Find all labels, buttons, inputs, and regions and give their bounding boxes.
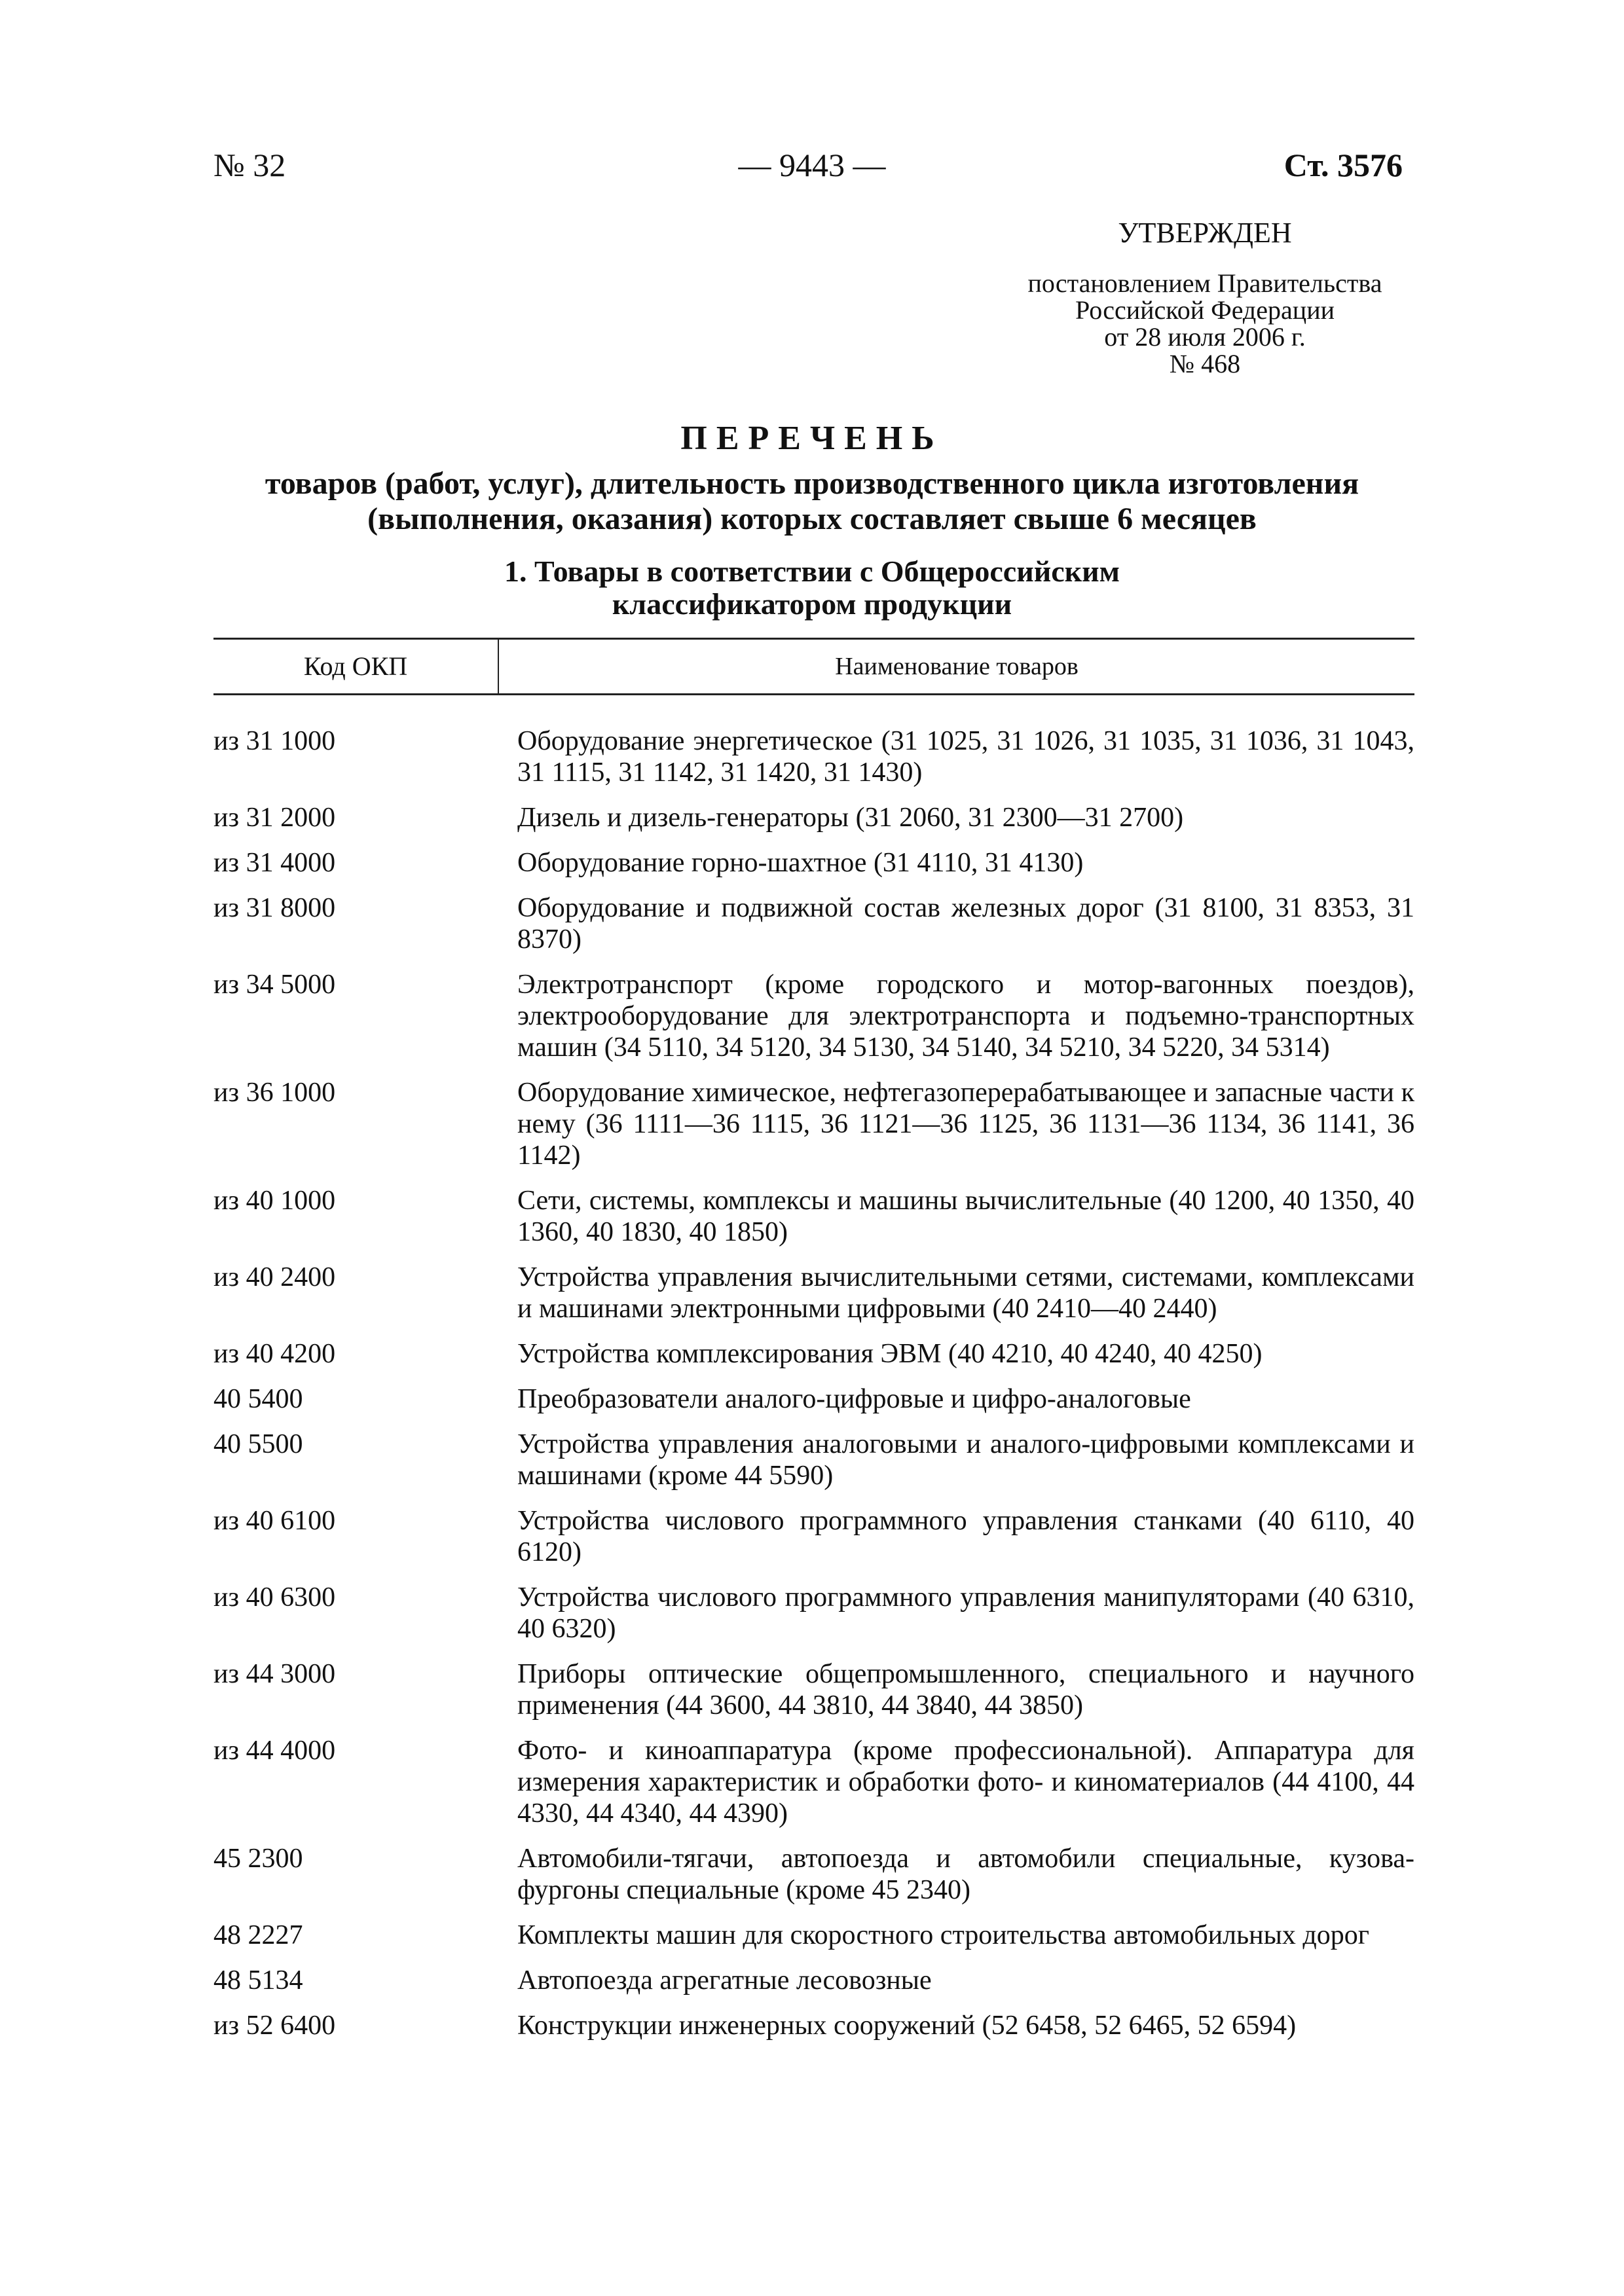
- product-name: Оборудование химическое, нефтегазоперерабатывающее и запасные части к нему (36 1111—36 1115, 36 1121—36 1125, 36 1131—36 1134, 36 1141, 36 1142): [517, 1078, 1414, 1171]
- table-row: [213, 725, 1414, 788]
- table-row: [213, 802, 1414, 833]
- okp-code: из 34 5000: [213, 970, 336, 1000]
- table-row: [213, 847, 1414, 879]
- article-number: Ст. 3576: [1283, 147, 1403, 183]
- subtitle-line: (выполнения, оказания) которых составляет свыше 6 месяцев: [367, 501, 1257, 536]
- okp-code: 48 2227: [213, 1920, 303, 1950]
- okp-code: из 40 4200: [213, 1339, 336, 1369]
- product-name: Автопоезда агрегатные лесовозные: [517, 1965, 932, 1995]
- table-body: [213, 725, 1414, 2055]
- product-name: Фото- и киноаппаратура (кроме профессиональной). Аппаратура для измерения характеристик и обработки фото- и киноматериалов (44 4100, 44 4330, 44 4340, 44 4390): [517, 1736, 1414, 1829]
- table-row: [213, 1658, 1414, 1721]
- section-heading-line: классификатором продукции: [612, 587, 1012, 621]
- issue-number: № 32: [213, 147, 286, 183]
- product-name: Дизель и дизель-генераторы (31 2060, 31 2300—31 2700): [517, 803, 1184, 833]
- table-row: [213, 1185, 1414, 1248]
- okp-code: из 40 1000: [213, 1186, 336, 1216]
- approval-block: [969, 216, 1441, 377]
- table-row: [213, 1077, 1414, 1171]
- product-name: Оборудование горно-шахтное (31 4110, 31 4130): [517, 848, 1084, 878]
- product-name: Преобразователи аналого-цифровые и цифро-аналоговые: [517, 1384, 1191, 1414]
- document-subtitle: [216, 466, 1408, 537]
- product-name: Комплекты машин для скоростного строительства автомобильных дорог: [517, 1920, 1369, 1950]
- okp-code: из 31 8000: [213, 893, 336, 923]
- table-row: [213, 2010, 1414, 2041]
- okp-code: из 36 1000: [213, 1078, 336, 1108]
- table-row: [213, 1338, 1414, 1370]
- approval-line: постановлением Правительства: [1027, 268, 1382, 298]
- okp-code: из 31 2000: [213, 803, 336, 833]
- table-row: [213, 1582, 1414, 1645]
- table-row: [213, 1965, 1414, 1996]
- okp-code: из 40 6300: [213, 1582, 336, 1613]
- product-name: Устройства числового программного управления станками (40 6110, 40 6120): [517, 1506, 1414, 1567]
- okp-code: из 52 6400: [213, 2011, 336, 2041]
- table-row: [213, 1505, 1414, 1568]
- table-row: [213, 1429, 1414, 1491]
- table-row: [213, 892, 1414, 955]
- table-row: [213, 1383, 1414, 1415]
- approval-title: УТВЕРЖДЕН: [1118, 217, 1292, 249]
- section-heading: [216, 555, 1408, 621]
- approval-line: № 468: [1169, 349, 1241, 378]
- page-number: — 9443 —: [738, 147, 886, 183]
- okp-code: из 40 2400: [213, 1262, 336, 1292]
- table-header: [213, 638, 1414, 695]
- document-title: ПЕРЕЧЕНЬ: [680, 420, 944, 457]
- product-name: Устройства управления аналоговыми и аналого-цифровыми комплексами и машинами (кроме 44 5590): [517, 1429, 1414, 1491]
- okp-code: из 31 4000: [213, 848, 336, 878]
- product-name: Электротранспорт (кроме городского и мотор-вагонных поездов), электрооборудование для электротранспорта и подъемно-транспортных машин (34 5110, 34 5120, 34 5130, 34 5140, 34 5210, 34 5220, 34 5314): [517, 970, 1414, 1063]
- table-row: [213, 1843, 1414, 1906]
- table-row: [213, 969, 1414, 1063]
- okp-code: из 44 4000: [213, 1736, 336, 1766]
- product-name: Оборудование энергетическое (31 1025, 31 1026, 31 1035, 31 1036, 31 1043, 31 1115, 31 1142, 31 1420, 31 1430): [517, 726, 1414, 788]
- okp-code: 40 5400: [213, 1384, 303, 1414]
- table-row: [213, 1920, 1414, 1951]
- column-header-code: Код ОКП: [303, 651, 408, 681]
- column-header-name: Наименование товаров: [835, 653, 1079, 680]
- product-name: Устройства управления вычислительными сетями, системами, комплексами и машинами электронными цифровыми (40 2410—40 2440): [517, 1262, 1414, 1324]
- product-name: Сети, системы, комплексы и машины вычислительные (40 1200, 40 1350, 40 1360, 40 1830, 40 1850): [517, 1186, 1414, 1247]
- approval-line: от 28 июля 2006 г.: [1104, 322, 1306, 352]
- okp-code: 48 5134: [213, 1965, 303, 1995]
- product-name: Приборы оптические общепромышленного, специального и научного применения (44 3600, 44 3810, 44 3840, 44 3850): [517, 1659, 1414, 1721]
- approval-line: Российской Федерации: [1075, 295, 1335, 325]
- subtitle-line: товаров (работ, услуг), длительность производственного цикла изготовления: [265, 466, 1359, 501]
- product-name: Автомобили-тягачи, автопоезда и автомобили специальные, кузова-фургоны специальные (кроме 45 2340): [517, 1844, 1414, 1905]
- okp-code: 45 2300: [213, 1844, 303, 1874]
- product-name: Конструкции инженерных сооружений (52 6458, 52 6465, 52 6594): [517, 2011, 1297, 2041]
- okp-code: из 40 6100: [213, 1506, 336, 1536]
- product-name: Устройства числового программного управления манипуляторами (40 6310, 40 6320): [517, 1582, 1414, 1644]
- section-heading-line: 1. Товары в соответствии с Общероссийским: [504, 555, 1120, 588]
- table-row: [213, 1735, 1414, 1829]
- product-name: Устройства комплексирования ЭВМ (40 4210, 40 4240, 40 4250): [517, 1339, 1263, 1369]
- okp-code: из 44 3000: [213, 1659, 336, 1689]
- okp-code: 40 5500: [213, 1429, 303, 1459]
- okp-code: из 31 1000: [213, 726, 336, 756]
- product-name: Оборудование и подвижной состав железных дорог (31 8100, 31 8353, 31 8370): [517, 893, 1414, 955]
- table-row: [213, 1262, 1414, 1324]
